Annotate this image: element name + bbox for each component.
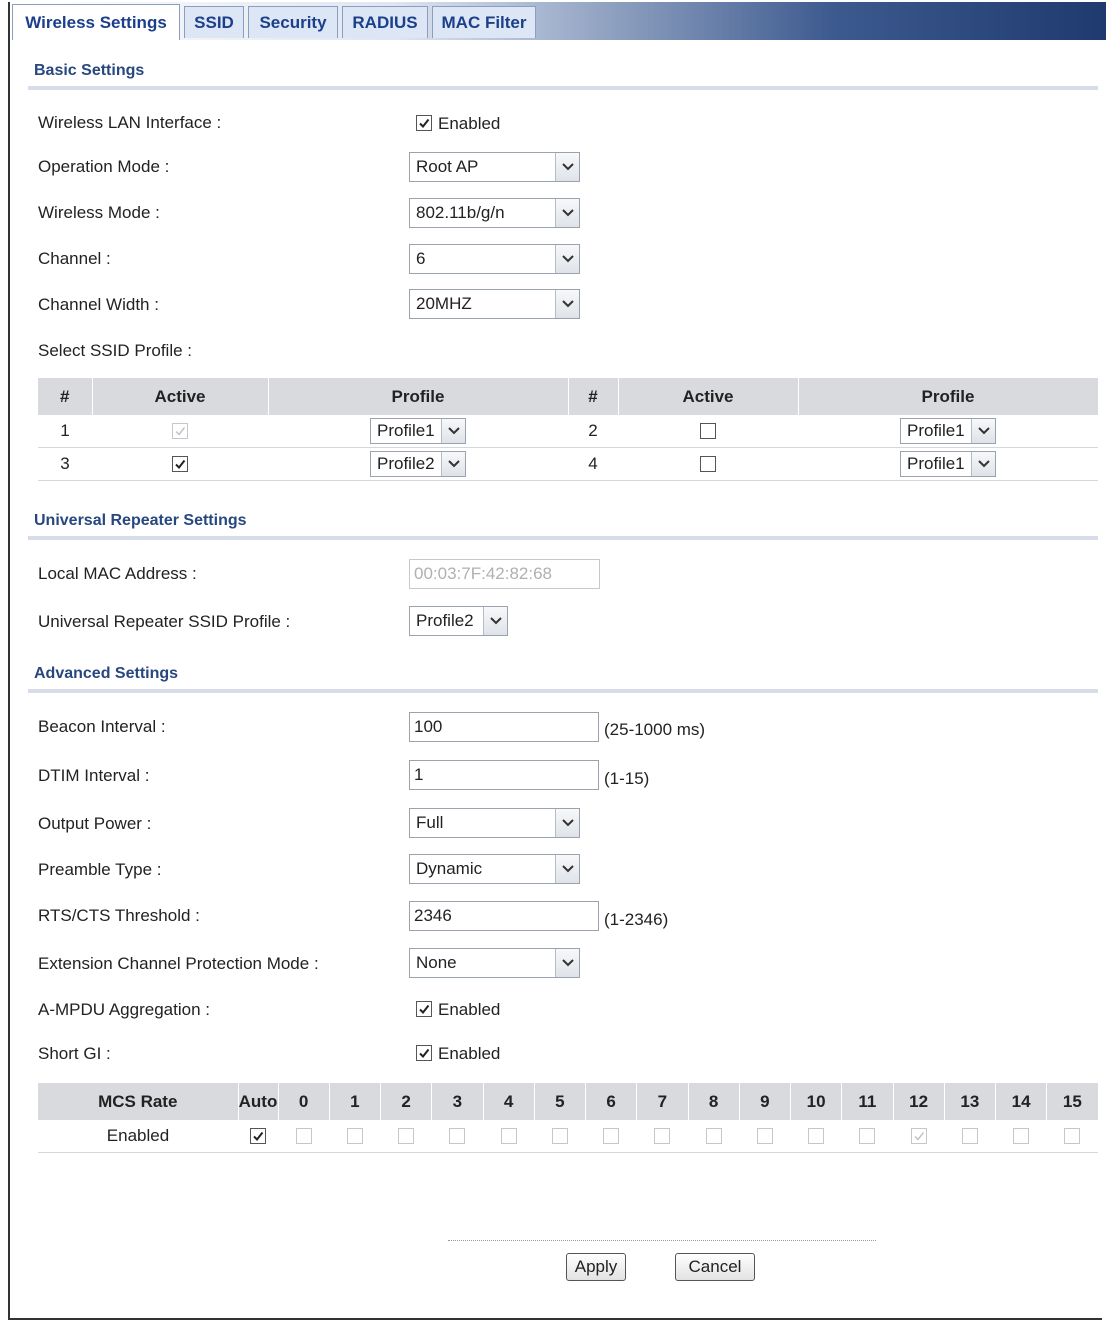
active-checkbox[interactable] bbox=[700, 456, 716, 472]
mcs-rate-15-header: 15 bbox=[1047, 1083, 1098, 1120]
tab-wireless-settings[interactable]: Wireless Settings bbox=[12, 4, 180, 40]
beacon-interval-label: Beacon Interval : bbox=[38, 717, 166, 736]
profile-select[interactable] bbox=[370, 451, 466, 477]
tab-ssid[interactable]: SSID bbox=[184, 6, 244, 38]
section-title-repeater: Universal Repeater Settings bbox=[34, 512, 247, 529]
section-title-advanced: Advanced Settings bbox=[34, 665, 179, 682]
ampdu-enabled-label: Enabled bbox=[438, 1000, 501, 1019]
chevron-down-icon[interactable] bbox=[441, 419, 465, 443]
mcs-rate-3-checkbox bbox=[449, 1128, 465, 1144]
chevron-down-icon[interactable] bbox=[555, 199, 579, 227]
check-icon bbox=[174, 458, 186, 470]
wlan-enabled-label: Enabled bbox=[438, 114, 501, 133]
table-header-row bbox=[38, 378, 1098, 415]
output-power-value: Full bbox=[416, 813, 444, 832]
mcs-rate-2-header: 2 bbox=[381, 1083, 432, 1120]
mcs-rate-14-checkbox bbox=[1013, 1128, 1029, 1144]
col-header-active: Active bbox=[618, 378, 798, 415]
mcs-rate-3-header: 3 bbox=[432, 1083, 483, 1120]
profile-select[interactable] bbox=[900, 451, 996, 477]
beacon-interval-input[interactable] bbox=[409, 712, 599, 742]
col-header-profile: Profile bbox=[798, 378, 1098, 415]
channel-width-label: Channel Width : bbox=[38, 295, 159, 314]
mcs-rate-5-header: 5 bbox=[534, 1083, 585, 1120]
ssid-profile-label: Select SSID Profile : bbox=[38, 341, 193, 360]
preamble-type-value: Dynamic bbox=[416, 859, 483, 878]
output-power-label: Output Power : bbox=[38, 814, 152, 833]
mcs-rate-4-header: 4 bbox=[483, 1083, 534, 1120]
local-mac-field bbox=[409, 559, 600, 589]
section-divider bbox=[28, 689, 1098, 693]
repeater-ssid-value: Profile2 bbox=[416, 611, 474, 630]
mcs-rate-13-checkbox bbox=[962, 1128, 978, 1144]
mcs-rate-11-checkbox bbox=[859, 1128, 875, 1144]
chevron-down-icon[interactable] bbox=[555, 245, 579, 273]
table-header-row bbox=[38, 1083, 1098, 1120]
rts-cts-input[interactable] bbox=[409, 901, 599, 931]
mcs-rate-4-checkbox bbox=[501, 1128, 517, 1144]
row-number: 1 bbox=[38, 415, 92, 448]
check-icon bbox=[418, 117, 430, 129]
local-mac-label: Local MAC Address : bbox=[38, 564, 197, 583]
apply-button[interactable]: Apply bbox=[566, 1253, 626, 1281]
mcs-enabled-label: Enabled bbox=[38, 1120, 238, 1153]
mcs-rate-header: MCS Rate bbox=[38, 1083, 238, 1120]
col-header-active: Active bbox=[92, 378, 268, 415]
ampdu-enabled-checkbox[interactable] bbox=[416, 1001, 432, 1017]
tab-radius[interactable]: RADIUS bbox=[342, 6, 428, 38]
row-number: 2 bbox=[568, 415, 618, 448]
chevron-down-icon[interactable] bbox=[971, 452, 995, 476]
dtim-interval-label: DTIM Interval : bbox=[38, 766, 150, 785]
mcs-rate-10-header: 10 bbox=[791, 1083, 842, 1120]
mcs-rate-table bbox=[38, 1083, 1099, 1153]
channel-value: 6 bbox=[416, 249, 426, 268]
check-icon bbox=[174, 425, 186, 437]
chevron-down-icon[interactable] bbox=[483, 607, 507, 635]
active-checkbox bbox=[172, 423, 188, 439]
mcs-rate-1-header: 1 bbox=[329, 1083, 380, 1120]
mcs-rate-6-header: 6 bbox=[586, 1083, 637, 1120]
mcs-auto-header: Auto bbox=[238, 1083, 278, 1120]
check-icon bbox=[418, 1047, 430, 1059]
mcs-rate-9-header: 9 bbox=[739, 1083, 790, 1120]
table-row bbox=[38, 415, 1098, 448]
mcs-rate-7-checkbox bbox=[654, 1128, 670, 1144]
chevron-down-icon[interactable] bbox=[555, 949, 579, 977]
profile-value: Profile1 bbox=[907, 454, 965, 473]
check-icon bbox=[418, 1003, 430, 1015]
check-icon bbox=[913, 1130, 925, 1142]
mcs-rate-14-header: 14 bbox=[996, 1083, 1047, 1120]
rts-cts-hint: (1-2346) bbox=[604, 910, 669, 929]
mcs-rate-5-checkbox bbox=[552, 1128, 568, 1144]
mcs-rate-15-checkbox bbox=[1064, 1128, 1080, 1144]
chevron-down-icon[interactable] bbox=[555, 809, 579, 837]
active-checkbox[interactable] bbox=[700, 423, 716, 439]
repeater-ssid-label: Universal Repeater SSID Profile : bbox=[38, 612, 291, 631]
row-number: 3 bbox=[38, 448, 92, 481]
mcs-rate-11-header: 11 bbox=[842, 1083, 893, 1120]
mcs-rate-6-checkbox bbox=[603, 1128, 619, 1144]
rts-cts-label: RTS/CTS Threshold : bbox=[38, 906, 200, 925]
short-gi-enabled-label: Enabled bbox=[438, 1044, 501, 1063]
mcs-rate-7-header: 7 bbox=[637, 1083, 688, 1120]
ext-channel-protection-select[interactable] bbox=[409, 948, 580, 978]
channel-label: Channel : bbox=[38, 249, 111, 268]
ext-channel-protection-label: Extension Channel Protection Mode : bbox=[38, 954, 319, 973]
mcs-rate-8-header: 8 bbox=[688, 1083, 739, 1120]
mcs-rate-0-header: 0 bbox=[278, 1083, 329, 1120]
cancel-button[interactable]: Cancel bbox=[675, 1253, 755, 1281]
footer-divider bbox=[448, 1240, 876, 1241]
mcs-rate-13-header: 13 bbox=[944, 1083, 995, 1120]
preamble-type-label: Preamble Type : bbox=[38, 860, 162, 879]
short-gi-label: Short GI : bbox=[38, 1044, 111, 1063]
profile-select[interactable] bbox=[370, 418, 466, 444]
check-icon bbox=[252, 1130, 264, 1142]
channel-width-value: 20MHZ bbox=[416, 294, 472, 313]
col-header-number: # bbox=[568, 378, 618, 415]
chevron-down-icon[interactable] bbox=[555, 855, 579, 883]
beacon-interval-hint: (25-1000 ms) bbox=[604, 720, 706, 739]
row-number: 4 bbox=[568, 448, 618, 481]
profile-value: Profile1 bbox=[907, 421, 965, 440]
wireless-mode-select[interactable] bbox=[409, 198, 580, 228]
section-divider bbox=[28, 86, 1098, 90]
channel-width-select[interactable] bbox=[409, 289, 580, 319]
tab-mac-filter[interactable]: MAC Filter bbox=[432, 6, 536, 38]
ampdu-label: A-MPDU Aggregation : bbox=[38, 1000, 210, 1019]
col-header-profile: Profile bbox=[268, 378, 568, 415]
profile-select[interactable] bbox=[900, 418, 996, 444]
section-title-basic: Basic Settings bbox=[34, 62, 145, 79]
dtim-interval-hint: (1-15) bbox=[604, 769, 650, 788]
operation-mode-label: Operation Mode : bbox=[38, 157, 170, 176]
section-divider bbox=[28, 536, 1098, 540]
tab-security[interactable]: Security bbox=[248, 6, 338, 38]
col-header-number: # bbox=[38, 378, 92, 415]
mcs-rate-10-checkbox bbox=[808, 1128, 824, 1144]
mcs-rate-1-checkbox bbox=[347, 1128, 363, 1144]
operation-mode-select[interactable] bbox=[409, 152, 580, 182]
repeater-ssid-select[interactable] bbox=[409, 606, 508, 636]
mcs-rate-12-header: 12 bbox=[893, 1083, 944, 1120]
table-row bbox=[38, 1120, 1098, 1153]
mcs-rate-0-checkbox bbox=[296, 1128, 312, 1144]
wireless-mode-value: 802.11b/g/n bbox=[416, 203, 505, 222]
mcs-rate-9-checkbox bbox=[757, 1128, 773, 1144]
active-checkbox[interactable] bbox=[172, 456, 188, 472]
ssid-profile-table bbox=[38, 378, 1099, 481]
profile-value: Profile1 bbox=[377, 421, 435, 440]
chevron-down-icon[interactable] bbox=[555, 290, 579, 318]
mcs-rate-8-checkbox bbox=[706, 1128, 722, 1144]
mcs-auto-checkbox[interactable] bbox=[250, 1128, 266, 1144]
tab-bar bbox=[10, 2, 1106, 40]
wireless-mode-label: Wireless Mode : bbox=[38, 203, 160, 222]
dtim-interval-input[interactable] bbox=[409, 760, 599, 790]
table-row bbox=[38, 448, 1098, 481]
chevron-down-icon[interactable] bbox=[441, 452, 465, 476]
mcs-rate-12-checkbox bbox=[911, 1128, 927, 1144]
profile-value: Profile2 bbox=[377, 454, 435, 473]
ext-channel-protection-value: None bbox=[416, 953, 457, 972]
short-gi-enabled-checkbox[interactable] bbox=[416, 1045, 432, 1061]
preamble-type-select[interactable] bbox=[409, 854, 580, 884]
output-power-select[interactable] bbox=[409, 808, 580, 838]
chevron-down-icon[interactable] bbox=[555, 153, 579, 181]
mcs-rate-2-checkbox bbox=[398, 1128, 414, 1144]
wlan-enabled-checkbox[interactable] bbox=[416, 115, 432, 131]
wlan-interface-label: Wireless LAN Interface : bbox=[38, 113, 222, 132]
chevron-down-icon[interactable] bbox=[971, 419, 995, 443]
operation-mode-value: Root AP bbox=[416, 157, 479, 176]
channel-select[interactable] bbox=[409, 244, 580, 274]
